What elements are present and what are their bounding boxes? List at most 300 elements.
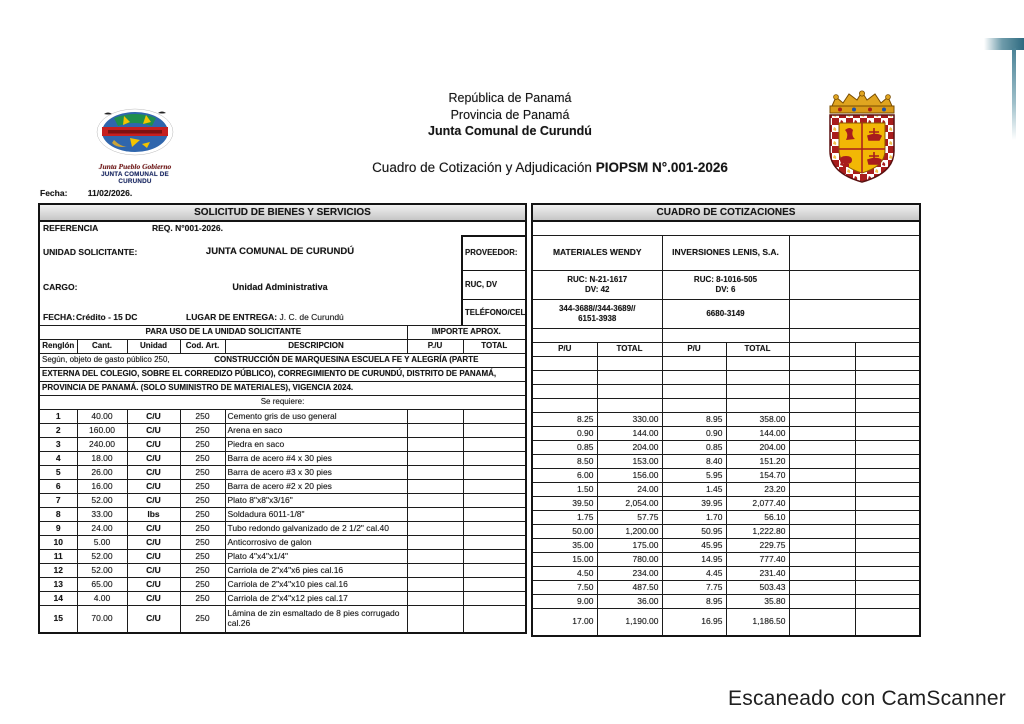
referencia-value: REQ. N°001-2026. [152, 223, 223, 233]
table-cell: Cemento gris de uso general [225, 410, 407, 424]
empty-cell [726, 399, 789, 413]
table-cell: 2,077.40 [726, 497, 789, 511]
empty-cell [855, 371, 920, 385]
table-cell: 35.80 [726, 595, 789, 609]
para-uso-label: PARA USO DE LA UNIDAD SOLICITANTE [39, 326, 407, 340]
item-row-left [39, 606, 526, 634]
table-cell [789, 525, 855, 539]
table-cell [855, 581, 920, 595]
solicitud-table [38, 203, 527, 634]
table-cell: Anticorrosivo de galon [225, 536, 407, 550]
logo-caption-name: JUNTA COMUNAL DE CURUNDU [101, 171, 169, 185]
table-cell: 1,200.00 [597, 525, 662, 539]
table-cell: 1.45 [662, 483, 726, 497]
solicitud-title-row [39, 204, 526, 221]
table-cell: 8.95 [662, 595, 726, 609]
table-cell [789, 553, 855, 567]
project-desc-line3: PROVINCIA DE PANAMÁ. (SOLO SUMINISTRO DE MATERIALES), VIGENCIA 2024. [39, 382, 526, 396]
table-cell: 13 [39, 578, 77, 592]
table-cell [407, 452, 463, 466]
table-cell [407, 410, 463, 424]
table-cell: Plato 8"x8"x3/16" [225, 494, 407, 508]
table-cell: C/U [127, 494, 180, 508]
total-header-3 [855, 343, 920, 357]
table-cell [463, 494, 526, 508]
table-cell: 70.00 [77, 606, 127, 634]
table-cell: 4.50 [532, 567, 597, 581]
table-cell: 229.75 [726, 539, 789, 553]
header-line-provincia: Provincia de Panamá [450, 107, 570, 122]
supplier-phone-row [532, 300, 920, 329]
table-cell: 204.00 [726, 441, 789, 455]
empty-cell [855, 385, 920, 399]
camscanner-watermark: Escaneado con CamScanner [728, 687, 1006, 710]
col-header-cod-art: Cod. Art. [180, 340, 225, 354]
table-cell [463, 550, 526, 564]
para-uso-row [39, 326, 526, 340]
table-cell: 487.50 [597, 581, 662, 595]
spacer-cell [532, 221, 920, 236]
table-cell [789, 595, 855, 609]
table-cell [855, 567, 920, 581]
table-cell: 12 [39, 564, 77, 578]
table-cell: Carriola de 2"x4"x12 pies cal.17 [225, 592, 407, 606]
lugar-entrega-value: J. C. de Curundú [279, 312, 344, 322]
table-cell: 250 [180, 606, 225, 634]
table-cell: 15 [39, 606, 77, 634]
junta-comunal-logo [92, 108, 178, 185]
table-cell: C/U [127, 466, 180, 480]
table-cell: 175.00 [597, 539, 662, 553]
item-row-right [532, 525, 920, 539]
coat-of-arms-logo [818, 90, 906, 191]
table-cell: 1,190.00 [597, 609, 662, 637]
col-header-total: TOTAL [463, 340, 526, 354]
supplier-name-row [532, 236, 920, 271]
item-row-right [532, 609, 920, 637]
item-row-left [39, 564, 526, 578]
empty-cell [662, 385, 726, 399]
ruc-dv-label: RUC, DV [463, 271, 526, 299]
table-cell [789, 469, 855, 483]
table-cell [855, 483, 920, 497]
empty-cell [726, 357, 789, 371]
table-cell [789, 539, 855, 553]
table-cell: 0.85 [532, 441, 597, 455]
project-desc-line2: EXTERNA DEL COLEGIO, SOBRE EL CORREDIZO PÚBLICO), CORREGIMIENTO DE CURUNDÚ, DISTRITO DE PANAMÁ, [39, 368, 526, 382]
empty-cell [597, 399, 662, 413]
telefono-cel-label: TELÉFONO/CEL [465, 307, 526, 317]
table-cell: 3 [39, 438, 77, 452]
table-cell: 15.00 [532, 553, 597, 567]
table-cell: 1.50 [532, 483, 597, 497]
scan-corner-artifact-bar [984, 38, 1024, 50]
table-cell: C/U [127, 536, 180, 550]
cargo-value: Unidad Administrativa [232, 282, 328, 292]
table-cell [463, 466, 526, 480]
cotizaciones-gap-row [532, 329, 920, 343]
fecha-value: 11/02/2026. [87, 188, 133, 198]
table-cell: 1,186.50 [726, 609, 789, 637]
item-row-left [39, 592, 526, 606]
table-cell: 35.00 [532, 539, 597, 553]
table-cell: 40.00 [77, 410, 127, 424]
table-cell: 50.00 [532, 525, 597, 539]
item-row-right [532, 441, 920, 455]
fecha-credito-value: Crédito - 15 DC [76, 312, 138, 322]
supplier-3-name [789, 236, 920, 271]
supplier-1-phone [532, 300, 662, 329]
table-cell [463, 536, 526, 550]
gap-cell [532, 329, 662, 343]
table-cell: 240.00 [77, 438, 127, 452]
table-cell [407, 466, 463, 480]
table-cell: 39.50 [532, 497, 597, 511]
col-header-renglon: Renglón [39, 340, 77, 354]
item-row-right [532, 483, 920, 497]
col-header-unidad: Unidad [127, 340, 180, 354]
empty-cell [532, 385, 597, 399]
supplier-2-ruc [662, 271, 789, 300]
table-cell [855, 609, 920, 637]
table-cell: 250 [180, 592, 225, 606]
supplier-2-ruc-line: RUC: 8-1016-505 [693, 275, 758, 284]
table-cell [463, 452, 526, 466]
table-cell: 160.00 [77, 424, 127, 438]
table-cell: 1.70 [662, 511, 726, 525]
table-cell [789, 441, 855, 455]
table-cell: 4 [39, 452, 77, 466]
table-cell: 9.00 [532, 595, 597, 609]
table-cell: 144.00 [597, 427, 662, 441]
table-cell: 7.75 [662, 581, 726, 595]
table-cell: 250 [180, 466, 225, 480]
unidad-solicitante-label: UNIDAD SOLICITANTE: [43, 247, 138, 257]
proveedor-label: PROVEEDOR: [463, 237, 526, 271]
solicitud-title: SOLICITUD DE BIENES Y SERVICIOS [39, 204, 526, 221]
table-cell: 1.75 [532, 511, 597, 525]
table-cell: 1 [39, 410, 77, 424]
table-cell: C/U [127, 592, 180, 606]
junta-comunal-emblem-icon [94, 108, 176, 156]
table-cell: 7 [39, 494, 77, 508]
table-cell [407, 522, 463, 536]
table-cell: lbs [127, 508, 180, 522]
table-cell [855, 511, 920, 525]
table-cell [789, 511, 855, 525]
table-cell: 14.95 [662, 553, 726, 567]
table-cell [789, 455, 855, 469]
item-row-right [532, 497, 920, 511]
cotizaciones-spacer-row [532, 221, 920, 236]
item-row-left [39, 536, 526, 550]
logo-caption-motto: Junta Pueblo Gobierno [98, 162, 172, 171]
cotizaciones-title-row [532, 204, 920, 221]
table-cell [407, 494, 463, 508]
table-cell [789, 427, 855, 441]
item-row-left [39, 452, 526, 466]
empty-cell [597, 385, 662, 399]
item-row-right [532, 581, 920, 595]
table-cell: C/U [127, 606, 180, 634]
table-cell [855, 427, 920, 441]
table-cell: 153.00 [597, 455, 662, 469]
table-cell: Arena en saco [225, 424, 407, 438]
table-cell: 8.40 [662, 455, 726, 469]
cot-empty-row [532, 357, 920, 371]
table-cell: 151.20 [726, 455, 789, 469]
supplier-ruc-row [532, 271, 920, 300]
column-header-row [39, 340, 526, 354]
table-cell: 156.00 [597, 469, 662, 483]
supplier-2-dv-line: DV: 6 [715, 285, 736, 294]
supplier-1-phone-line2: 6151-3938 [578, 314, 617, 323]
table-cell: 52.00 [77, 550, 127, 564]
empty-cell [789, 399, 855, 413]
table-cell: 204.00 [597, 441, 662, 455]
table-cell: 26.00 [77, 466, 127, 480]
lugar-entrega-label: LUGAR DE ENTREGA: [186, 312, 278, 322]
table-cell: 777.40 [726, 553, 789, 567]
table-cell [407, 578, 463, 592]
table-cell: C/U [127, 480, 180, 494]
table-cell: 0.85 [662, 441, 726, 455]
referencia-label: REFERENCIA [43, 223, 99, 233]
table-cell [463, 578, 526, 592]
table-cell [855, 595, 920, 609]
table-cell [855, 497, 920, 511]
table-cell: C/U [127, 424, 180, 438]
table-cell: 5.95 [662, 469, 726, 483]
empty-cell [789, 385, 855, 399]
empty-cell [662, 399, 726, 413]
table-cell [855, 469, 920, 483]
table-cell: 7.50 [532, 581, 597, 595]
unidad-solicitante-value: JUNTA COMUNAL DE CURUNDÚ [205, 246, 355, 257]
table-cell: 5.00 [77, 536, 127, 550]
fecha-label: Fecha: [40, 188, 68, 198]
table-cell [789, 497, 855, 511]
project-desc-line1: CONSTRUCCIÓN DE MARQUESINA ESCUELA FE Y ALEGRÍA (PARTE [214, 355, 479, 365]
table-cell [407, 480, 463, 494]
table-cell [463, 592, 526, 606]
table-cell: C/U [127, 578, 180, 592]
table-cell: 52.00 [77, 564, 127, 578]
project-desc-row-2 [39, 368, 526, 382]
table-cell: 330.00 [597, 413, 662, 427]
table-cell [407, 424, 463, 438]
table-cell: 780.00 [597, 553, 662, 567]
table-cell: 6 [39, 480, 77, 494]
project-desc-cell-1 [39, 354, 526, 368]
item-row-left [39, 466, 526, 480]
proveedor-labels-box [461, 235, 526, 326]
item-row-left [39, 550, 526, 564]
table-cell: 57.75 [597, 511, 662, 525]
table-cell: 8.95 [662, 413, 726, 427]
supplier-3-ruc [789, 271, 920, 300]
table-cell: 250 [180, 522, 225, 536]
table-cell [407, 550, 463, 564]
table-cell: 17.00 [532, 609, 597, 637]
supplier-1-ruc [532, 271, 662, 300]
col-header-cant: Cant. [77, 340, 127, 354]
item-row-right [532, 413, 920, 427]
document-title [220, 160, 880, 175]
solicitud-info-cell [39, 221, 526, 326]
table-cell: 65.00 [77, 578, 127, 592]
table-cell: 234.00 [597, 567, 662, 581]
document-header [340, 90, 680, 140]
table-cell: 8.25 [532, 413, 597, 427]
table-cell [789, 609, 855, 637]
table-cell: C/U [127, 522, 180, 536]
table-cell: 50.95 [662, 525, 726, 539]
table-cell: 503.43 [726, 581, 789, 595]
table-cell: 33.00 [77, 508, 127, 522]
table-cell: 45.95 [662, 539, 726, 553]
empty-cell [789, 371, 855, 385]
table-cell [855, 539, 920, 553]
items-left-body [39, 410, 526, 634]
table-cell: 2,054.00 [597, 497, 662, 511]
table-cell: 250 [180, 494, 225, 508]
table-cell: Carriola de 2"x4"x10 pies cal.16 [225, 578, 407, 592]
supplier-1-name: MATERIALES WENDY [532, 236, 662, 271]
table-cell: 250 [180, 424, 225, 438]
table-cell: 11 [39, 550, 77, 564]
item-row-right [532, 427, 920, 441]
table-cell: 0.90 [662, 427, 726, 441]
table-cell: 16.00 [77, 480, 127, 494]
table-cell: 2 [39, 424, 77, 438]
table-cell: C/U [127, 410, 180, 424]
table-cell: 24.00 [597, 483, 662, 497]
table-cell: Piedra en saco [225, 438, 407, 452]
table-cell: Barra de acero #2 x 20 pies [225, 480, 407, 494]
table-cell: 5 [39, 466, 77, 480]
item-row-right [532, 567, 920, 581]
cargo-label: CARGO: [43, 282, 78, 292]
item-row-left [39, 522, 526, 536]
table-cell: 9 [39, 522, 77, 536]
table-cell: 154.70 [726, 469, 789, 483]
supplier-1-ruc-line: RUC: N-21-1617 [567, 275, 628, 284]
empty-cell [597, 357, 662, 371]
pu-header-3 [789, 343, 855, 357]
table-cell [855, 553, 920, 567]
empty-cell [597, 371, 662, 385]
supplier-2-phone [662, 300, 789, 329]
solicitud-info-row [39, 221, 526, 326]
pu-header-1: P/U [532, 343, 597, 357]
table-cell [463, 522, 526, 536]
table-cell: 4.45 [662, 567, 726, 581]
table-cell: 250 [180, 536, 225, 550]
item-row-right [532, 469, 920, 483]
table-cell [855, 413, 920, 427]
table-cell [407, 508, 463, 522]
table-cell: 24.00 [77, 522, 127, 536]
table-cell: 39.95 [662, 497, 726, 511]
item-row-right [532, 511, 920, 525]
project-desc-row-3 [39, 382, 526, 396]
table-cell: 231.40 [726, 567, 789, 581]
empty-cell [726, 385, 789, 399]
header-line-junta: Junta Comunal de Curundú [428, 124, 592, 138]
table-cell: 0.90 [532, 427, 597, 441]
supplier-1-phone-line1: 344-3688//344-3689// [558, 304, 636, 313]
table-cell [789, 413, 855, 427]
item-row-right [532, 539, 920, 553]
fecha-line [40, 188, 132, 198]
cot-empty-row [532, 371, 920, 385]
scan-corner-artifact-line [1012, 48, 1016, 140]
cotizaciones-table [531, 203, 921, 637]
table-cell: 250 [180, 438, 225, 452]
total-header-1: TOTAL [597, 343, 662, 357]
item-row-left [39, 494, 526, 508]
table-cell: 250 [180, 578, 225, 592]
table-cell: Tubo redondo galvanizado de 2 1/2" cal.40 [225, 522, 407, 536]
item-row-left [39, 480, 526, 494]
document-title-prefix: Cuadro de Cotización y Adjudicación [372, 160, 596, 175]
cot-empty-row [532, 385, 920, 399]
table-cell [789, 567, 855, 581]
empty-cell [855, 399, 920, 413]
table-cell: 250 [180, 452, 225, 466]
table-cell: 358.00 [726, 413, 789, 427]
pu-total-header-row [532, 343, 920, 357]
table-cell [407, 536, 463, 550]
gasto-publico-text: Según, objeto de gasto público 250, [42, 355, 170, 365]
table-cell [789, 581, 855, 595]
table-cell [855, 455, 920, 469]
table-cell: 250 [180, 410, 225, 424]
table-cell: 1,222.80 [726, 525, 789, 539]
table-cell: 250 [180, 508, 225, 522]
empty-cell [789, 357, 855, 371]
document-title-number: PIOPSM N°.001-2026 [595, 160, 728, 175]
header-line-republica: República de Panamá [448, 91, 572, 105]
table-cell: Barra de acero #4 x 30 pies [225, 452, 407, 466]
project-desc-row-1 [39, 354, 526, 368]
table-cell: 23.20 [726, 483, 789, 497]
table-cell: 16.95 [662, 609, 726, 637]
table-cell [407, 438, 463, 452]
item-row-left [39, 410, 526, 424]
table-cell [463, 606, 526, 634]
gap-cell [789, 329, 920, 343]
table-cell: 10 [39, 536, 77, 550]
item-row-right [532, 455, 920, 469]
table-cell [855, 525, 920, 539]
table-cell: 4.00 [77, 592, 127, 606]
empty-cell [726, 371, 789, 385]
empty-cell [532, 399, 597, 413]
table-cell: Carriola de 2"x4"x6 pies cal.16 [225, 564, 407, 578]
item-row-right [532, 595, 920, 609]
pu-header-2: P/U [662, 343, 726, 357]
table-cell: Soldadura 6011-1/8" [225, 508, 407, 522]
item-row-left [39, 578, 526, 592]
table-cell: 8.50 [532, 455, 597, 469]
empty-cell [532, 371, 597, 385]
table-cell [463, 480, 526, 494]
table-cell: 250 [180, 564, 225, 578]
item-row-left [39, 508, 526, 522]
importe-aprox-label: IMPORTE APROX. [407, 326, 526, 340]
